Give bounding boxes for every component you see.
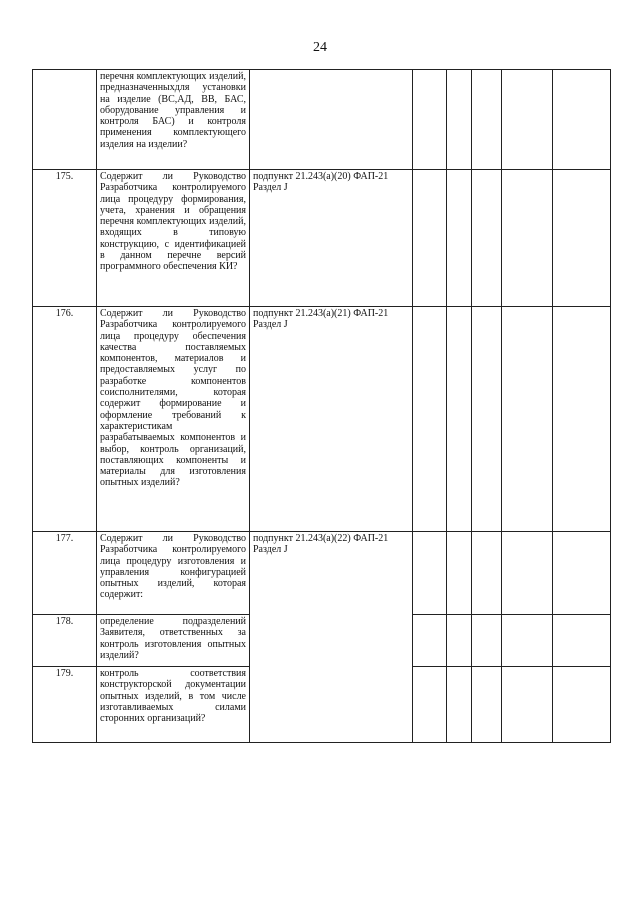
page-number: 24 [313, 40, 327, 55]
table-row [33, 532, 611, 615]
requirement-question: Содержит ли Руководство Разработчика контролируемого лица процедуру формирования, учета, хранения и обращения перечня комплектующих изделий, входящих в типовую конструкцию, с идентификацией в данном перечне версий программного обеспечения КИ? [97, 170, 250, 307]
regulation-reference: подпункт 21.243(a)(21) ФАП-21 Раздел J [250, 307, 413, 532]
row-number: 177. [33, 532, 97, 615]
answer-cell [553, 532, 611, 615]
answer-cell [502, 615, 553, 667]
requirement-question: перечня комплектующих изделий, предназначенныхдля установки на изделие (ВС,АД, ВВ, БАС, оборудование управления и контроля БАС) и контроля применения комплектующего изделия на изделии? [97, 70, 250, 170]
answer-cell [553, 70, 611, 170]
answer-cell [502, 170, 553, 307]
requirement-question: контроль соответствия конструкторской документации опытных изделий, в том числе изготавливаемых силами сторонних организаций? [97, 667, 250, 743]
answer-cell [413, 667, 447, 743]
table-row [33, 70, 611, 170]
table-row [33, 170, 611, 307]
regulation-reference: подпункт 21.243(a)(20) ФАП-21 Раздел J [250, 170, 413, 307]
answer-cell [553, 307, 611, 532]
answer-cell [413, 170, 447, 307]
answer-cell [553, 170, 611, 307]
answer-cell [447, 170, 472, 307]
row-number: 179. [33, 667, 97, 743]
answer-cell [447, 70, 472, 170]
answer-cell [502, 532, 553, 615]
answer-cell [447, 532, 472, 615]
answer-cell [472, 307, 502, 532]
answer-cell [447, 667, 472, 743]
row-number [33, 70, 97, 170]
answer-cell [472, 170, 502, 307]
answer-cell [413, 532, 447, 615]
answer-cell [413, 615, 447, 667]
answer-cell [553, 615, 611, 667]
answer-cell [472, 532, 502, 615]
requirement-question: Содержит ли Руководство Разработчика контролируемого лица процедуру изготовления и управления конфигурацией опытных изделий, которая содержит: [97, 532, 250, 615]
regulation-reference [250, 70, 413, 170]
answer-cell [447, 307, 472, 532]
table-row [33, 307, 611, 532]
answer-cell [472, 615, 502, 667]
answer-cell [553, 667, 611, 743]
answer-cell [447, 615, 472, 667]
answer-cell [502, 307, 553, 532]
row-number: 178. [33, 615, 97, 667]
answer-cell [413, 70, 447, 170]
answer-cell [413, 307, 447, 532]
answer-cell [502, 667, 553, 743]
regulation-reference: подпункт 21.243(a)(22) ФАП-21 Раздел J [250, 532, 413, 743]
row-number: 176. [33, 307, 97, 532]
answer-cell [502, 70, 553, 170]
requirement-question: определение подразделений Заявителя, ответственных за контроль изготовления опытных изделий? [97, 615, 250, 667]
row-number: 175. [33, 170, 97, 307]
answer-cell [472, 70, 502, 170]
requirement-question: Содержит ли Руководство Разработчика контролируемого лица процедуру обеспечения качества поставляемых компонентов, материалов и предоставляемых услуг по разработке компонентов соисполнителями, которая содержит формирование и оформление требований к характеристикам разрабатываемых компонентов и выбор, контроль организаций, поставляющих компоненты и материалы для изготовления опытных изделий? [97, 307, 250, 532]
checklist-table [32, 69, 611, 743]
answer-cell [472, 667, 502, 743]
